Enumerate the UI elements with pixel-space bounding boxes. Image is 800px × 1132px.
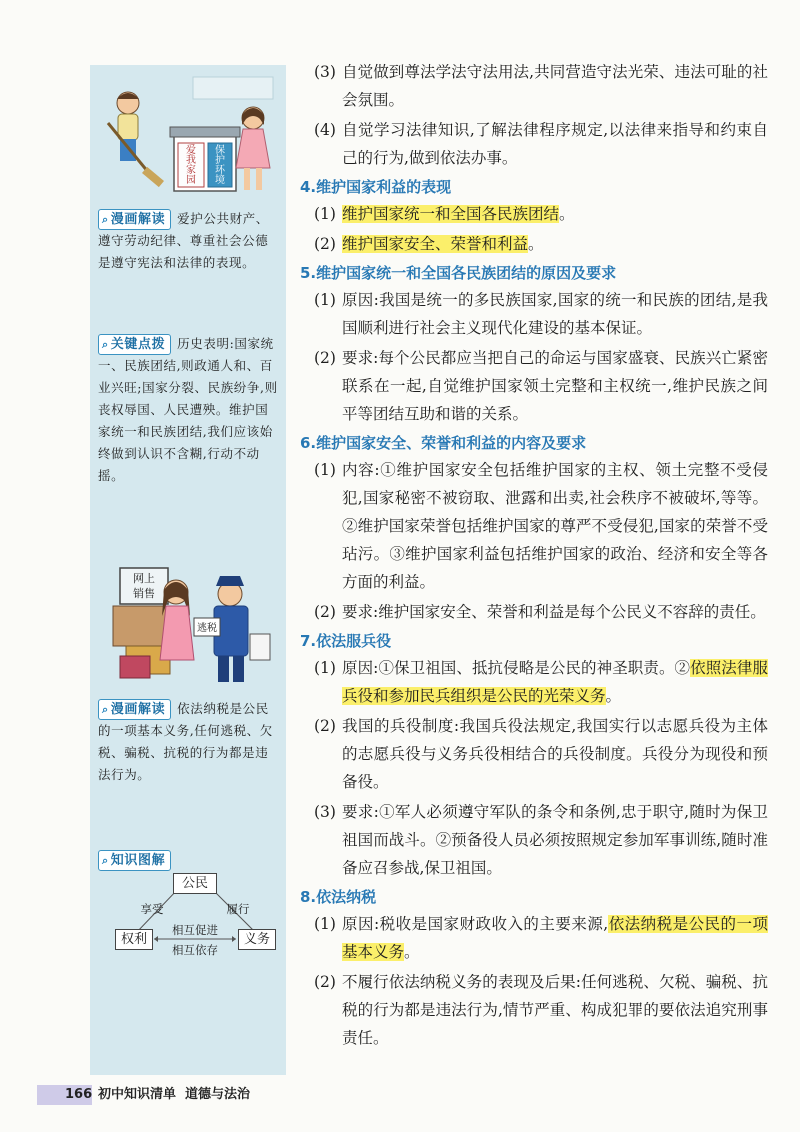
item-text: 内容:①维护国家安全包括维护国家的主权、领土完整不受侵犯,国家秘密不被窃取、泄露和出卖,社会秩序不被破坏,等等。②维护国家荣誉包括维护国家的尊严不受侵犯,国家的荣誉不受玷污。③维护国家利益包括维护国家的政治、经济和安全等各方面的利益。	[342, 461, 768, 591]
magnifier-icon: ⌕	[102, 854, 109, 867]
item-text: 要求:每个公民都应当把自己的命运与国家盛衰、民族兴亡紧密联系在一起,自觉维护国家领土完整和主权统一,维护民族之间平等团结互助和谐的关系。	[342, 349, 768, 423]
section-heading-4: 4.维护国家利益的表现	[300, 178, 452, 196]
list-item	[298, 654, 768, 710]
item-number: (2)	[314, 717, 336, 735]
cartoon-cleaning-illustration	[98, 73, 278, 203]
comic-interpretation-label	[98, 699, 171, 720]
page-number: 166	[65, 1087, 93, 1102]
magnifier-icon: ⌕	[102, 703, 109, 716]
list-item	[298, 230, 768, 258]
sidebar	[90, 65, 286, 1075]
diagram-citizen-text: 公民	[181, 876, 208, 891]
knowledge-diagram-heading	[98, 849, 280, 871]
list-item	[298, 598, 768, 626]
diagram-rights-node	[115, 929, 153, 950]
list-item	[298, 712, 768, 796]
list-item	[298, 200, 768, 228]
item-text: 原因:我国是统一的多民族国家,国家的统一和民族的团结,是我国顺利进行社会主义现代化建设的基本保证。	[342, 291, 768, 337]
highlighted-text: 维护国家安全、荣誉和利益	[342, 235, 529, 253]
highlighted-text: 依法纳税是公民的一项基本义务	[342, 915, 768, 961]
item-number: (1)	[314, 205, 336, 223]
item-text: 原因:税收是国家财政收入的主要来源,	[342, 915, 609, 933]
board-right-text: 保护环境	[215, 145, 225, 186]
key-point-label	[98, 334, 171, 355]
main-content	[298, 58, 768, 1054]
list-item	[298, 344, 768, 428]
highlighted-text: 维护国家统一和全国各民族团结	[342, 205, 560, 223]
item-number: (1)	[314, 291, 336, 309]
knowledge-diagram-label-text: 知识图解	[110, 853, 166, 868]
section-heading-7: 7.依法服兵役	[300, 632, 392, 650]
section-heading-6: 6.维护国家安全、荣誉和利益的内容及要求	[300, 434, 587, 452]
key-point-text: 历史表明:国家统一、民族团结,则政通人和、百业兴旺;国家分裂、民族纷争,则丧权辱国、人民遭殃。维护国家统一和民族团结,我们应该始终做到认识不含糊,行动不动摇。	[98, 336, 278, 483]
list-item	[298, 286, 768, 342]
item-text: 原因:①保卫祖国、抵抗侵略是公民的神圣职责。②	[342, 659, 691, 677]
item-number: (4)	[314, 121, 336, 139]
item-number: (1)	[314, 461, 336, 479]
book-title: 初中知识清单 道德与法治	[98, 1087, 251, 1102]
key-point-label-text: 关键点拨	[110, 337, 166, 352]
magnifier-icon: ⌕	[102, 338, 109, 351]
section-heading-8: 8.依法纳税	[300, 888, 377, 906]
item-text: 。	[559, 205, 575, 223]
tax-evasion-card-text: 逃税	[197, 623, 217, 634]
screen-sign-line2: 销售	[133, 587, 155, 600]
item-text: 我国的兵役制度:我国兵役法规定,我国实行以志愿兵役为主体的志愿兵役与义务兵役相结合的兵役制度。兵役分为现役和预备役。	[342, 717, 768, 791]
rights-duties-diagram	[110, 873, 280, 963]
list-item	[298, 456, 768, 596]
comic-interpretation-text: 爱护公共财产、遵守劳动纪律、尊重社会公德是遵守宪法和法律的表现。	[98, 211, 269, 270]
cartoon-tax-illustration	[98, 560, 278, 690]
diagram-fulfill-edge: 履行	[226, 902, 250, 916]
item-text: 不履行依法纳税义务的表现及后果:任何逃税、欠税、骗税、抗税的行为都是违法行为,情节严重、构成犯罪的要依法追究刑事责任。	[342, 973, 768, 1047]
list-item	[298, 910, 768, 966]
item-text: 要求:①军人必须遵守军队的条令和条例,忠于职守,随时为保卫祖国而战斗。②预备役人员必须按照规定参加军事训练,随时准备应召参战,保卫祖国。	[342, 803, 769, 877]
magnifier-icon: ⌕	[102, 213, 109, 226]
item-number: (2)	[314, 235, 336, 253]
highlighted-text: 依照法律服兵役和参加民兵组织是公民的光荣义务	[342, 659, 768, 705]
comic-interpretation-note-1	[98, 208, 280, 274]
comic-interpretation-text: 依法纳税是公民的一项基本义务,任何逃税、欠税、骗税、抗税的行为都是违法行为。	[98, 701, 273, 782]
comic-interpretation-label-text: 漫画解读	[110, 212, 166, 227]
diagram-enjoy-edge: 享受	[140, 902, 164, 916]
diagram-mutual-promote: 相互促进	[172, 923, 218, 937]
item-number: (1)	[314, 659, 336, 677]
item-text: 。	[404, 943, 420, 961]
comic-interpretation-note-2	[98, 698, 280, 786]
screen-sign-line1: 网上	[133, 572, 155, 585]
item-number: (3)	[314, 63, 336, 81]
item-text: 自觉学习法律知识,了解法律程序规定,以法律来指导和约束自己的行为,做到依法办事。	[342, 121, 768, 167]
item-text: 要求:维护国家安全、荣誉和利益是每个公民义不容辞的责任。	[342, 603, 766, 621]
diagram-duties-text: 义务	[243, 932, 270, 947]
list-item	[298, 58, 768, 114]
diagram-rights-text: 权利	[120, 932, 147, 947]
item-number: (1)	[314, 915, 336, 933]
key-point-note	[98, 333, 280, 487]
list-item	[298, 798, 768, 882]
comic-interpretation-label-text: 漫画解读	[110, 702, 166, 717]
comic-interpretation-label	[98, 209, 171, 230]
section-heading-5: 5.维护国家统一和全国各民族团结的原因及要求	[300, 264, 617, 282]
board-left-text: 爱我家园	[186, 145, 196, 186]
page-footer	[37, 1085, 251, 1105]
item-text: 。	[605, 687, 622, 705]
diagram-citizen-node	[173, 873, 217, 894]
cleaning-cartoon-image	[98, 73, 278, 203]
item-number: (2)	[314, 973, 336, 991]
item-number: (2)	[314, 349, 336, 367]
item-number: (2)	[314, 603, 336, 621]
diagram-mutual-depend: 相互依存	[172, 943, 218, 957]
diagram-duties-node	[238, 929, 276, 950]
item-text: 自觉做到尊法学法守法用法,共同营造守法光荣、违法可耻的社会氛围。	[342, 63, 768, 109]
list-item	[298, 116, 768, 172]
item-number: (3)	[314, 803, 336, 821]
tax-cartoon-image	[98, 560, 278, 690]
knowledge-diagram-label	[98, 850, 171, 871]
item-text: 。	[528, 235, 544, 253]
list-item	[298, 968, 768, 1052]
